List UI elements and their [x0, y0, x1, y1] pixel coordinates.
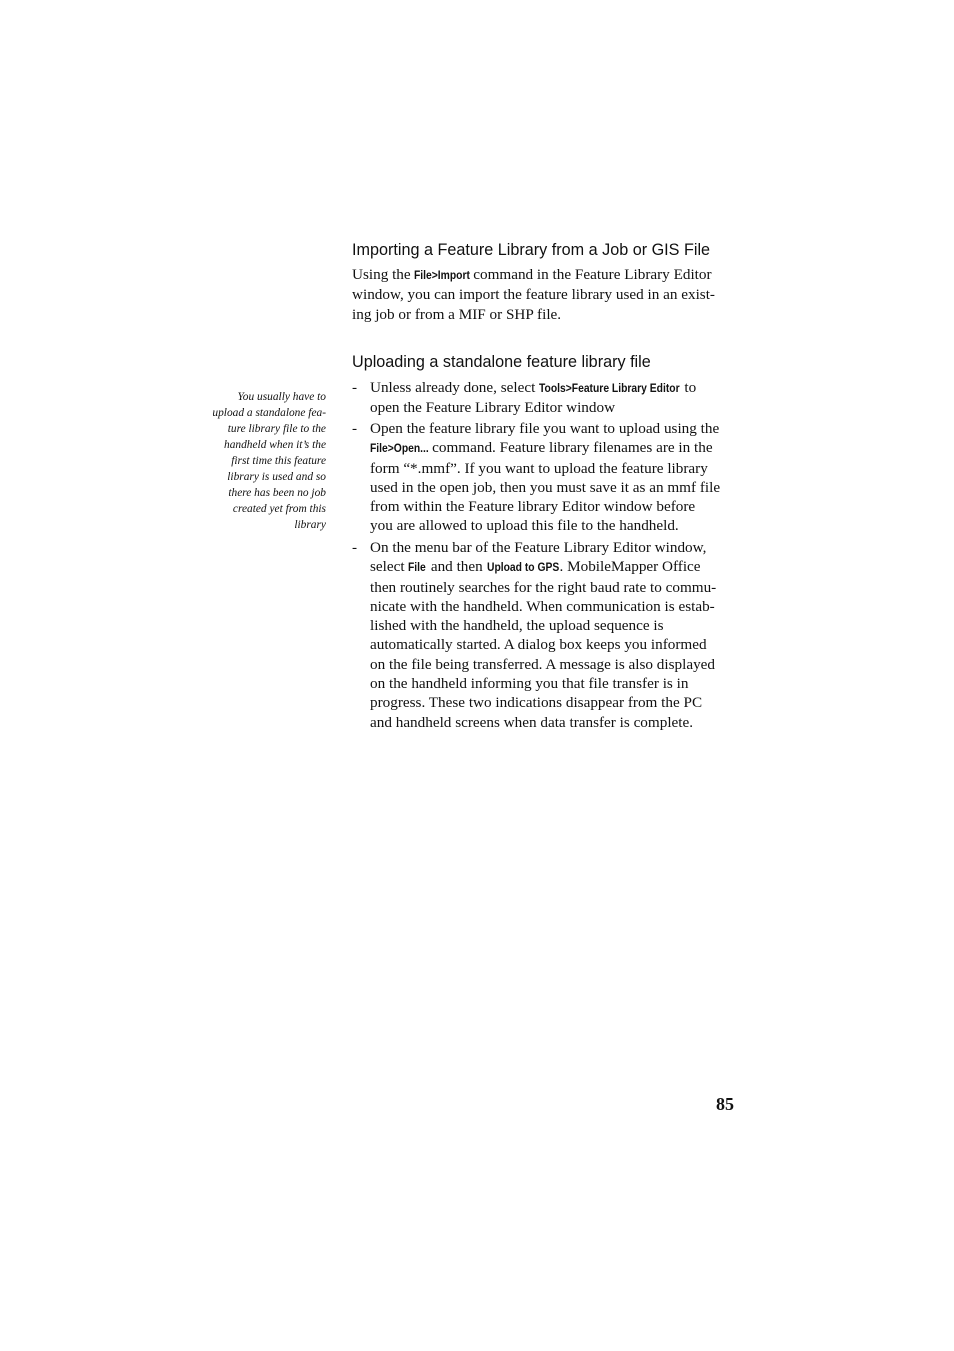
paragraph-line	[370, 557, 716, 577]
paragraph-line	[370, 378, 696, 398]
paragraph-line: on the file being transferred. A message is also displayed	[370, 655, 716, 673]
margin-note-line: upload a standalone fea-	[212, 407, 326, 419]
text-run: select	[370, 558, 409, 576]
menu-command-file-open: File>Open...	[370, 441, 429, 456]
text-run: command. Feature library filenames are in the	[428, 439, 713, 457]
page-number: 85	[716, 1094, 734, 1114]
menu-command-tools-feature-library-editor: Tools>Feature Library Editor	[539, 381, 680, 395]
list-dash: -	[352, 539, 358, 556]
menu-command-file: File	[408, 560, 427, 575]
margin-note-line: ture library file to the	[227, 423, 326, 435]
paragraph-line: ing job or from a MIF or SHP file.	[352, 305, 562, 323]
list-item-text	[370, 419, 720, 536]
list-item-text	[370, 378, 696, 418]
list-dash: -	[352, 420, 358, 437]
paragraph-line: on the handheld informing you that file transfer is in	[370, 675, 689, 693]
paragraph-line: you are allowed to upload this file to the handheld.	[370, 517, 679, 535]
paragraph-line: Open the feature library file you want to upload using the	[370, 420, 720, 437]
list-dash: -	[352, 379, 358, 396]
margin-note-line: first time this feature	[231, 455, 326, 467]
paragraph-line: nicate with the handheld. When communication is estab-	[370, 597, 715, 615]
margin-note-line: created yet from this	[232, 503, 326, 515]
paragraph-line: automatically started. A dialog box keeps you informed	[370, 636, 707, 654]
margin-note	[176, 389, 326, 533]
paragraph-line: lished with the handheld, the upload sequence is	[370, 617, 664, 635]
section-heading-importing: Importing a Feature Library from a Job or GIS File	[352, 241, 711, 259]
importing-paragraph	[352, 265, 740, 324]
menu-command-upload-to-gps: Upload to GPS	[486, 560, 559, 575]
menu-command-file-import: File>Import	[414, 268, 471, 282]
paragraph-line: then routinely searches for the right baud rate to commu-	[370, 578, 717, 596]
paragraph-line: progress. These two indications disappear from the PC	[370, 694, 703, 712]
list-item-text	[370, 538, 716, 732]
margin-note-line: handheld when it’s the	[224, 439, 326, 451]
paragraph-line: and handheld screens when data transfer is complete.	[370, 713, 694, 731]
paragraph-line	[370, 438, 720, 458]
paragraph-line: On the menu bar of the Feature Library Editor window,	[370, 539, 707, 556]
section-heading-uploading: Uploading a standalone feature library file	[352, 353, 651, 371]
paragraph-line: from within the Feature library Editor window before	[370, 498, 696, 516]
text-run: command in the Feature Library Editor	[469, 266, 712, 283]
paragraph-line	[352, 265, 740, 285]
paragraph-line: open the Feature Library Editor window	[370, 399, 616, 417]
text-run: Using the	[352, 266, 415, 283]
text-run: Unless already done, select	[370, 379, 540, 396]
text-run: and then	[427, 558, 487, 576]
margin-note-line: You usually have to	[237, 391, 326, 403]
paragraph-line: used in the open job, then you must save it as an mmf file	[370, 478, 721, 496]
margin-note-line: library is used and so	[227, 471, 326, 483]
text-run: to	[680, 379, 697, 396]
text-run: . MobileMapper Office	[559, 558, 701, 576]
margin-note-line: library	[294, 519, 326, 531]
margin-note-line: there has been no job	[228, 487, 326, 499]
paragraph-line: form “*.mmf”. If you want to upload the feature library	[370, 459, 708, 477]
paragraph-line: window, you can import the feature library used in an exist-	[352, 286, 715, 304]
